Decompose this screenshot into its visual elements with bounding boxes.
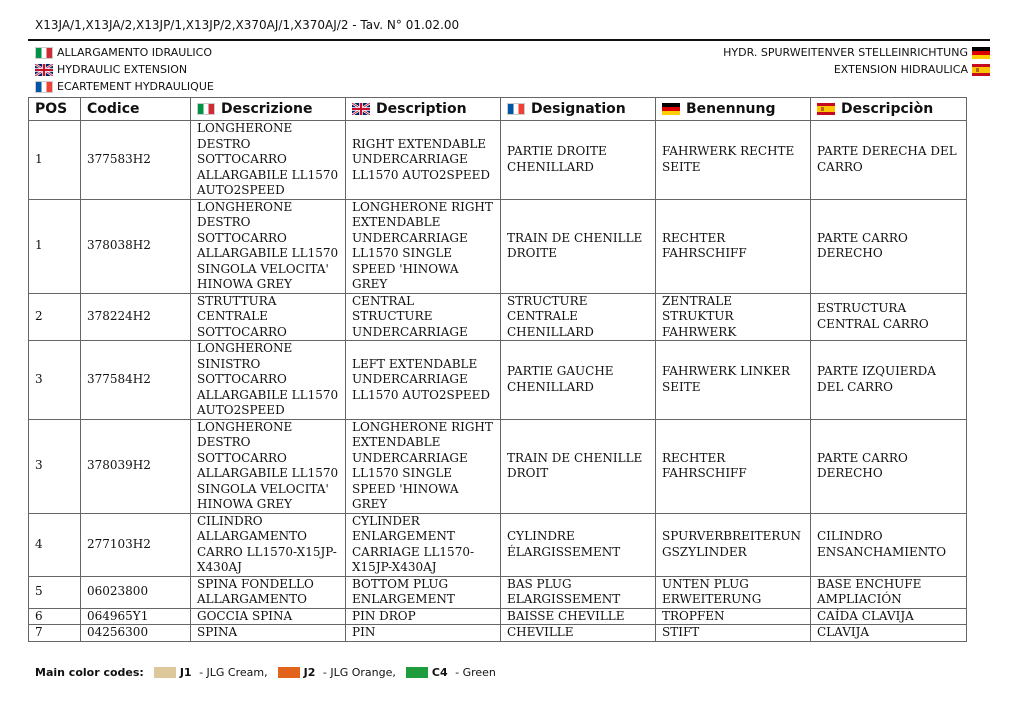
column-header-fr: Designation [501,98,656,121]
header-right [723,44,990,78]
uk-flag-icon [352,103,370,115]
header-line-en [35,61,214,78]
germany-flag-icon [662,103,680,115]
cell-de: RECHTER FAHRSCHIFF [656,199,811,293]
header-en-text: HYDRAULIC EXTENSION [57,63,188,76]
table-row [29,341,967,420]
cell-en: CYLINDER ENLARGEMENT CARRIAGE LL1570-X15JP-X430AJ [346,513,501,576]
cell-de: UNTEN PLUG ERWEITERUNG [656,576,811,608]
cell-de: FAHRWERK LINKER SEITE [656,341,811,420]
cell-it: LONGHERONE DESTRO SOTTOCARRO ALLARGABILE LL1570 AUTO2SPEED [191,121,346,200]
legend-label: Main color codes: [35,666,144,679]
cell-es: CILINDRO ENSANCHAMIENTO [811,513,967,576]
legend-text: - Green [451,666,496,679]
cell-es: CLAVIJA [811,625,967,642]
table-row [29,576,967,608]
table-row [29,419,967,513]
cell-en: PIN DROP [346,608,501,625]
cell-code: 277103H2 [81,513,191,576]
germany-flag-icon [972,47,990,59]
header-fr-text: ECARTEMENT HYDRAULIQUE [57,80,214,93]
legend-item-j1 [154,666,268,679]
legend-text: - JLG Orange, [319,666,396,679]
cell-de: ZENTRALE STRUKTUR FAHRWERK [656,293,811,341]
color-swatch-j2 [278,667,300,678]
france-flag-icon [35,81,53,93]
cell-de: TROPFEN [656,608,811,625]
cell-pos: 1 [29,199,81,293]
cell-es: CAÍDA CLAVIJA [811,608,967,625]
cell-pos: 7 [29,625,81,642]
cell-code: 378038H2 [81,199,191,293]
column-header-es: Descripciòn [811,98,967,121]
header-left [35,44,214,95]
cell-pos: 5 [29,576,81,608]
document-title: X13JA/1,X13JA/2,X13JP/1,X13JP/2,X370AJ/1,X370AJ/2 - Tav. N° 01.02.00 [35,18,460,32]
cell-pos: 3 [29,341,81,420]
cell-it: LONGHERONE DESTRO SOTTOCARRO ALLARGABILE LL1570 SINGOLA VELOCITA' HINOWA GREY [191,199,346,293]
cell-fr: BAISSE CHEVILLE [501,608,656,625]
cell-en: LEFT EXTENDABLE UNDERCARRIAGE LL1570 AUTO2SPEED [346,341,501,420]
cell-de: SPURVERBREITERUN GSZYLINDER [656,513,811,576]
cell-es: BASE ENCHUFE AMPLIACIÓN [811,576,967,608]
color-swatch-c4 [406,667,428,678]
cell-it: GOCCIA SPINA [191,608,346,625]
table-row [29,625,967,642]
cell-es: PARTE DERECHA DEL CARRO [811,121,967,200]
legend-code: J2 [303,666,316,679]
legend-code: J1 [179,666,192,679]
cell-de: FAHRWERK RECHTE SEITE [656,121,811,200]
column-header-pos: POS [29,98,81,121]
cell-es: ESTRUCTURA CENTRAL CARRO [811,293,967,341]
cell-code: 378039H2 [81,419,191,513]
cell-code: 064965Y1 [81,608,191,625]
cell-fr: PARTIE DROITE CHENILLARD [501,121,656,200]
cell-pos: 6 [29,608,81,625]
header-line-fr [35,78,214,95]
cell-fr: TRAIN DE CHENILLE DROITE [501,199,656,293]
header-line-es [723,61,990,78]
header-de-text: HYDR. SPURWEITENVER STELLEINRICHTUNG [723,46,968,59]
cell-es: PARTE CARRO DERECHO [811,419,967,513]
spain-flag-icon [972,64,990,76]
cell-es: PARTE CARRO DERECHO [811,199,967,293]
cell-fr: TRAIN DE CHENILLE DROIT [501,419,656,513]
header-line-de [723,44,990,61]
cell-fr: PARTIE GAUCHE CHENILLARD [501,341,656,420]
cell-fr: CHEVILLE [501,625,656,642]
uk-flag-icon [35,64,53,76]
cell-en: CENTRAL STRUCTURE UNDERCARRIAGE [346,293,501,341]
cell-fr: BAS PLUG ELARGISSEMENT [501,576,656,608]
cell-de: STIFT [656,625,811,642]
cell-it: LONGHERONE SINISTRO SOTTOCARRO ALLARGABILE LL1570 AUTO2SPEED [191,341,346,420]
cell-code: 378224H2 [81,293,191,341]
column-header-en: Description [346,98,501,121]
legend-code: C4 [431,666,448,679]
cell-en: BOTTOM PLUG ENLARGEMENT [346,576,501,608]
column-header-de: Benennung [656,98,811,121]
parts-table [28,97,967,642]
cell-fr: CYLINDRE ÉLARGISSEMENT [501,513,656,576]
table-row [29,199,967,293]
cell-pos: 4 [29,513,81,576]
cell-code: 06023800 [81,576,191,608]
table-header-row [29,98,967,121]
legend-item-j2 [278,666,396,679]
cell-en: LONGHERONE RIGHT EXTENDABLE UNDERCARRIAGE LL1570 SINGLE SPEED 'HINOWA GREY [346,419,501,513]
legend-item-c4 [406,666,496,679]
header-line-it [35,44,214,61]
column-header-it: Descrizione [191,98,346,121]
cell-en: LONGHERONE RIGHT EXTENDABLE UNDERCARRIAGE LL1570 SINGLE SPEED 'HINOWA GREY [346,199,501,293]
color-codes-legend [35,666,496,679]
color-swatch-j1 [154,667,176,678]
table-body [29,121,967,642]
cell-it: LONGHERONE DESTRO SOTTOCARRO ALLARGABILE LL1570 SINGOLA VELOCITA' HINOWA GREY [191,419,346,513]
title-rule [28,39,990,41]
cell-it: CILINDRO ALLARGAMENTO CARRO LL1570-X15JP-X430AJ [191,513,346,576]
cell-pos: 1 [29,121,81,200]
cell-en: RIGHT EXTENDABLE UNDERCARRIAGE LL1570 AUTO2SPEED [346,121,501,200]
header-es-text: EXTENSION HIDRAULICA [833,63,968,76]
cell-pos: 2 [29,293,81,341]
italy-flag-icon [197,103,215,115]
column-header-code: Codice [81,98,191,121]
header-it-text: ALLARGAMENTO IDRAULICO [57,46,212,59]
table-row [29,513,967,576]
italy-flag-icon [35,47,53,59]
spain-flag-icon [817,103,835,115]
france-flag-icon [507,103,525,115]
table-row [29,121,967,200]
cell-en: PIN [346,625,501,642]
cell-it: STRUTTURA CENTRALE SOTTOCARRO [191,293,346,341]
cell-de: RECHTER FAHRSCHIFF [656,419,811,513]
cell-pos: 3 [29,419,81,513]
table-row [29,293,967,341]
table-row [29,608,967,625]
cell-code: 04256300 [81,625,191,642]
cell-es: PARTE IZQUIERDA DEL CARRO [811,341,967,420]
cell-it: SPINA FONDELLO ALLARGAMENTO [191,576,346,608]
cell-it: SPINA [191,625,346,642]
legend-text: - JLG Cream, [195,666,268,679]
cell-code: 377584H2 [81,341,191,420]
cell-fr: STRUCTURE CENTRALE CHENILLARD [501,293,656,341]
cell-code: 377583H2 [81,121,191,200]
